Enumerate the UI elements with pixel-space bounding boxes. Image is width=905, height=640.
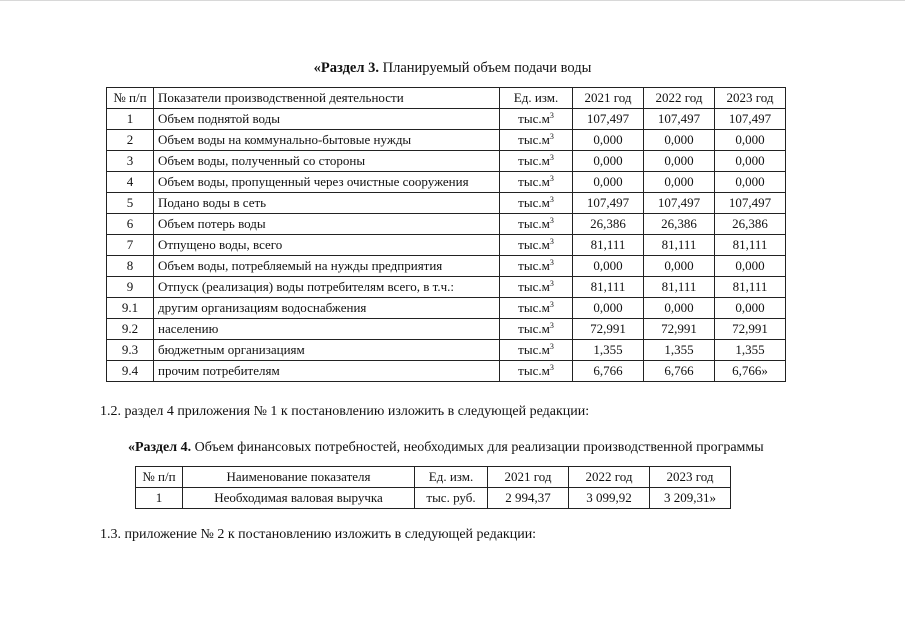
table-header-row [136,467,731,488]
section-3-title-bold: «Раздел 3. [313,60,379,76]
row-num: 7 [107,235,154,256]
row-value-2023: 72,991 [715,319,786,340]
unit-base: тыс.м [518,363,550,378]
header-num: № п/п [107,88,154,109]
unit-exponent: 3 [549,300,554,309]
row-value-2021: 81,111 [573,277,644,298]
table-row [136,488,731,509]
row-value-2021: 26,386 [573,214,644,235]
row-value-2021: 72,991 [573,319,644,340]
row-value-2023: 81,111 [715,277,786,298]
unit-base: тыс.м [518,216,550,231]
unit-base: тыс.м [518,279,550,294]
table-row [107,214,786,235]
row-unit [500,361,573,382]
header-2023: 2023 год [650,467,731,488]
row-indicator: другим организациям водоснабжения [154,298,500,319]
unit-exponent: 3 [549,258,554,267]
row-num: 8 [107,256,154,277]
table-header-row [107,88,786,109]
table-row [107,277,786,298]
water-supply-table-body [107,109,786,382]
financial-needs-table [135,466,731,509]
header-indicator: Показатели производственной деятельности [154,88,500,109]
page-top-edge [0,0,905,5]
row-value-2022: 0,000 [644,172,715,193]
row-num: 6 [107,214,154,235]
row-name: Необходимая валовая выручка [183,488,415,509]
row-value-2022: 6,766 [644,361,715,382]
unit-exponent: 3 [549,237,554,246]
row-value-2021: 107,497 [573,193,644,214]
row-value-2022: 3 099,92 [569,488,650,509]
table-row [107,298,786,319]
row-unit [500,235,573,256]
row-unit [500,298,573,319]
row-indicator: Объем поднятой воды [154,109,500,130]
unit-base: тыс.м [518,300,550,315]
row-num: 9.3 [107,340,154,361]
row-unit [500,193,573,214]
row-value-2022: 107,497 [644,193,715,214]
row-num: 5 [107,193,154,214]
row-unit [500,214,573,235]
row-value-2022: 1,355 [644,340,715,361]
unit-exponent: 3 [549,111,554,120]
table-row [107,319,786,340]
row-value-2021: 6,766 [573,361,644,382]
row-num: 9.1 [107,298,154,319]
unit-exponent: 3 [549,342,554,351]
row-value-2021: 2 994,37 [488,488,569,509]
row-value-2023: 26,386 [715,214,786,235]
row-value-2023: 107,497 [715,193,786,214]
row-value-2023: 107,497 [715,109,786,130]
section-3-title [0,60,905,77]
unit-base: тыс.м [518,111,550,126]
row-num: 3 [107,151,154,172]
row-indicator: Объем воды на коммунально-бытовые нужды [154,130,500,151]
table-row [107,193,786,214]
row-value-2023: 0,000 [715,130,786,151]
unit-exponent: 3 [549,321,554,330]
unit-base: тыс.м [518,195,550,210]
row-indicator: прочим потребителям [154,361,500,382]
row-indicator: Отпуск (реализация) воды потребителям всего, в т.ч.: [154,277,500,298]
row-indicator: Отпущено воды, всего [154,235,500,256]
row-value-2023: 0,000 [715,151,786,172]
row-indicator: Объем потерь воды [154,214,500,235]
section-4-title-text: Объем финансовых потребностей, необходимых для реализации производственной программы [191,440,764,455]
table-row [107,256,786,277]
row-unit [500,340,573,361]
water-supply-table [106,87,786,382]
row-value-2021: 81,111 [573,235,644,256]
unit-exponent: 3 [549,132,554,141]
row-value-2022: 0,000 [644,298,715,319]
header-2022: 2022 год [569,467,650,488]
header-indicator-name: Наименование показателя [183,467,415,488]
row-indicator: бюджетным организациям [154,340,500,361]
unit-exponent: 3 [549,363,554,372]
row-value-2023: 1,355 [715,340,786,361]
row-value-2023: 0,000 [715,172,786,193]
row-indicator: Объем воды, потребляемый на нужды предприятия [154,256,500,277]
unit-exponent: 3 [549,216,554,225]
unit-exponent: 3 [549,279,554,288]
section-4-title-bold: «Раздел 4. [128,440,192,455]
row-num: 2 [107,130,154,151]
row-value-2022: 26,386 [644,214,715,235]
row-value-2021: 0,000 [573,151,644,172]
unit-base: тыс.м [518,132,550,147]
section-4-title [128,440,764,456]
row-num: 9 [107,277,154,298]
row-value-2022: 0,000 [644,130,715,151]
unit-exponent: 3 [549,174,554,183]
unit-exponent: 3 [549,153,554,162]
row-indicator: Объем воды, полученный со стороны [154,151,500,172]
row-indicator: Объем воды, пропущенный через очистные сооружения [154,172,500,193]
row-unit [500,256,573,277]
row-num: 9.4 [107,361,154,382]
row-value-2022: 107,497 [644,109,715,130]
row-unit [500,319,573,340]
row-value-2023: 0,000 [715,256,786,277]
table-row [107,235,786,256]
unit-base: тыс.м [518,258,550,273]
table-row [107,130,786,151]
row-indicator: Подано воды в сеть [154,193,500,214]
unit-base: тыс.м [518,174,550,189]
row-unit [500,130,573,151]
row-unit: тыс. руб. [415,488,488,509]
row-value-2021: 0,000 [573,172,644,193]
row-value-2022: 81,111 [644,235,715,256]
table-row [107,172,786,193]
row-value-2023: 6,766» [715,361,786,382]
section-3-title-text: Планируемый объем подачи воды [378,60,592,76]
paragraph-1-2: 1.2. раздел 4 приложения № 1 к постановлению изложить в следующей редакции: [100,404,590,419]
table-row [107,151,786,172]
row-unit [500,151,573,172]
row-value-2021: 107,497 [573,109,644,130]
row-value-2021: 0,000 [573,256,644,277]
row-value-2022: 81,111 [644,277,715,298]
row-value-2022: 0,000 [644,151,715,172]
row-value-2021: 0,000 [573,298,644,319]
row-value-2021: 1,355 [573,340,644,361]
row-num: 1 [136,488,183,509]
header-num: № п/п [136,467,183,488]
row-value-2022: 72,991 [644,319,715,340]
row-value-2023: 3 209,31» [650,488,731,509]
row-indicator: населению [154,319,500,340]
header-2022: 2022 год [644,88,715,109]
table-row [107,361,786,382]
unit-exponent: 3 [549,195,554,204]
row-unit [500,277,573,298]
header-unit: Ед. изм. [415,467,488,488]
row-value-2023: 0,000 [715,298,786,319]
unit-base: тыс.м [518,321,550,336]
row-unit [500,172,573,193]
row-value-2023: 81,111 [715,235,786,256]
paragraph-1-3: 1.3. приложение № 2 к постановлению изложить в следующей редакции: [100,527,537,542]
row-num: 9.2 [107,319,154,340]
row-num: 1 [107,109,154,130]
table-row [107,340,786,361]
row-value-2021: 0,000 [573,130,644,151]
header-2021: 2021 год [488,467,569,488]
unit-base: тыс.м [518,153,550,168]
header-unit: Ед. изм. [500,88,573,109]
table-row [107,109,786,130]
row-num: 4 [107,172,154,193]
unit-base: тыс.м [518,237,550,252]
header-2023: 2023 год [715,88,786,109]
row-value-2022: 0,000 [644,256,715,277]
row-unit [500,109,573,130]
unit-base: тыс.м [518,342,550,357]
header-2021: 2021 год [573,88,644,109]
